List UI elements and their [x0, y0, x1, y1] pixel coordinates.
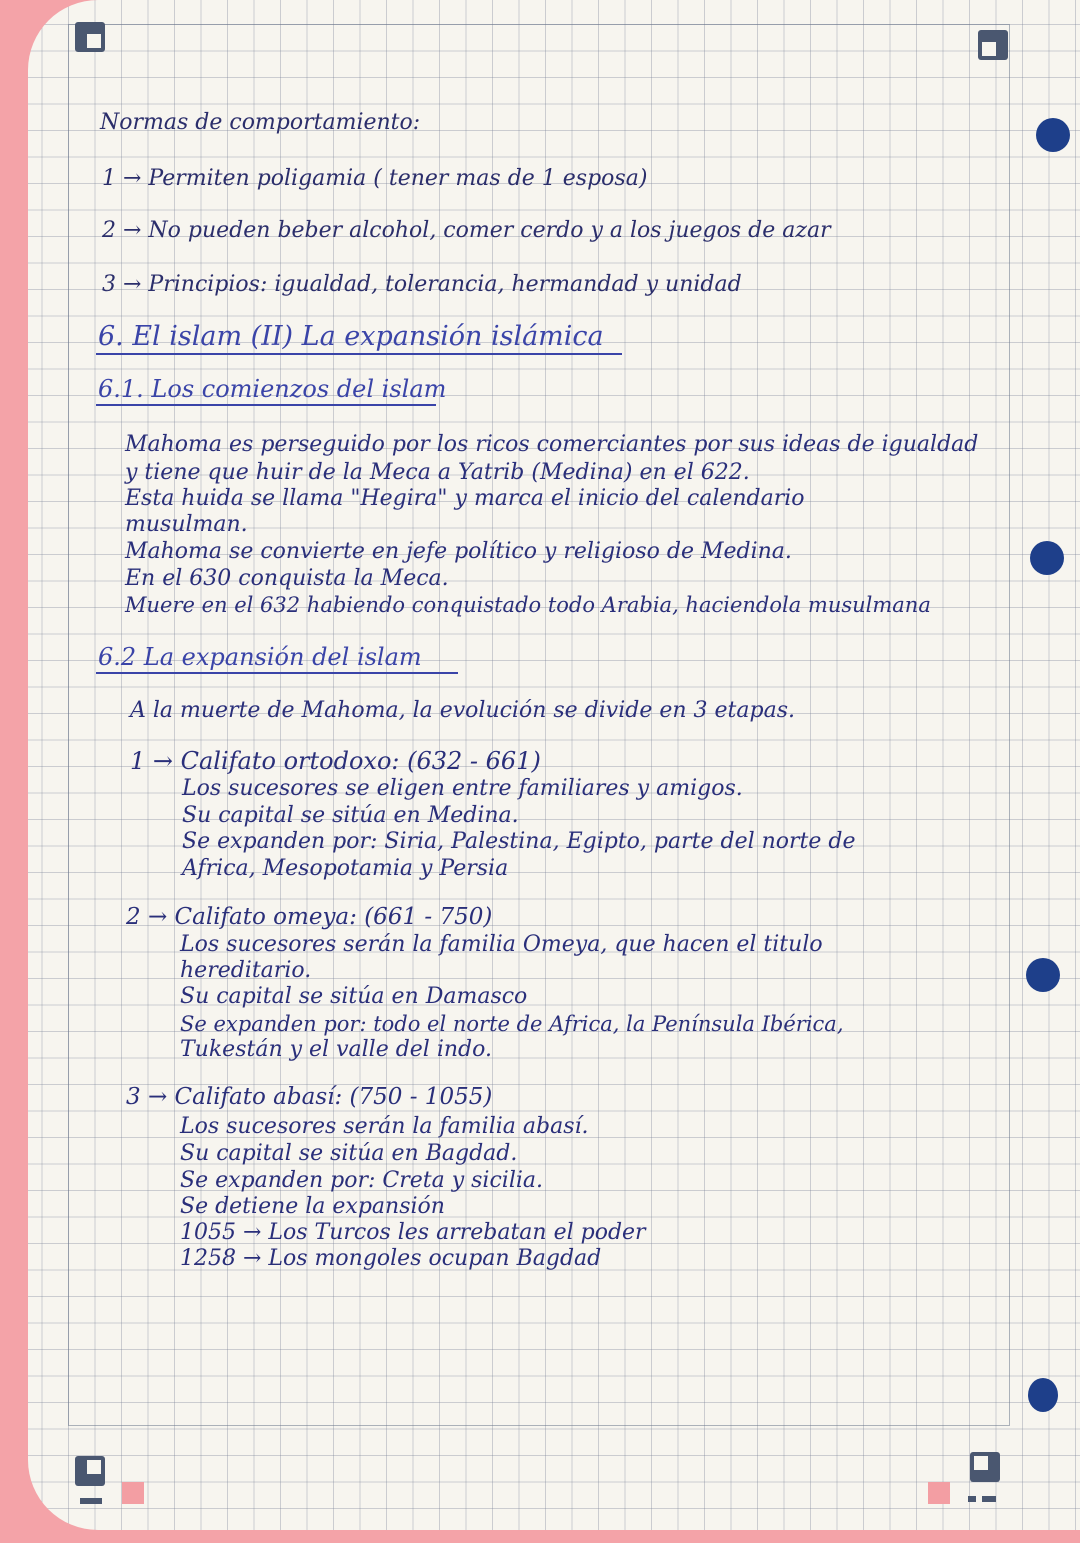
paragraph-line: y tiene que huir de la Meca a Yatrib (Medina) en el 622. [125, 460, 750, 485]
scan-mark-icon [968, 1496, 976, 1502]
paragraph-line: Esta huida se llama "Hegira" y marca el inicio del calendario [125, 486, 805, 511]
paragraph-line: musulman. [125, 512, 248, 537]
subsection-heading: 6.1. Los comienzos del islam [98, 375, 447, 403]
norms-title: Normas de comportamiento: [100, 110, 421, 135]
pink-square-mark [928, 1482, 950, 1504]
stage-title: 2 → Califato omeya: (661 - 750) [126, 904, 493, 930]
corner-marker-top-right-icon [978, 30, 1008, 60]
stage-line: Se expanden por: Siria, Palestina, Egipto, parte del norte de [182, 829, 856, 854]
stage-line: Se detiene la expansión [180, 1194, 445, 1219]
paragraph-line: Mahoma se convierte en jefe político y religioso de Medina. [125, 539, 792, 564]
section-heading: 6. El islam (II) La expansión islámica [98, 321, 604, 352]
stage-title: 3 → Califato abasí: (750 - 1055) [126, 1084, 493, 1110]
scan-mark-icon [982, 1496, 996, 1502]
scan-mark-icon [80, 1498, 102, 1504]
paragraph-line: Muere en el 632 habiendo conquistado todo Arabia, haciendola musulmana [125, 593, 931, 617]
binder-hole [1026, 958, 1060, 992]
stage-title: 1 → Califato ortodoxo: (632 - 661) [130, 747, 541, 775]
heading-underline [96, 404, 436, 406]
stage-line: Se expanden por: todo el norte de Africa, la Península Ibérica, [180, 1012, 844, 1036]
stage-line: Los sucesores se eligen entre familiares y amigos. [182, 776, 743, 801]
stage-line: Los sucesores serán la familia abasí. [180, 1114, 589, 1139]
stage-line: hereditario. [180, 958, 312, 983]
paragraph-line: En el 630 conquista la Meca. [125, 566, 449, 591]
pink-square-mark [122, 1482, 144, 1504]
paragraph-line: A la muerte de Mahoma, la evolución se divide en 3 etapas. [130, 698, 795, 723]
stage-line: Africa, Mesopotamia y Persia [182, 856, 509, 881]
heading-underline [96, 672, 458, 674]
stage-line: 1258 → Los mongoles ocupan Bagdad [180, 1246, 602, 1271]
norm-item: 3 → Principios: igualdad, tolerancia, hermandad y unidad [102, 272, 742, 297]
corner-marker-bottom-left-icon [75, 1456, 105, 1486]
stage-line: Se expanden por: Creta y sicilia. [180, 1168, 543, 1193]
binder-hole [1028, 1378, 1058, 1412]
subsection-heading: 6.2 La expansión del islam [98, 643, 422, 671]
stage-line: Los sucesores serán la familia Omeya, que hacen el titulo [180, 932, 823, 957]
binder-hole [1036, 118, 1070, 152]
corner-marker-bottom-right-icon [970, 1452, 1000, 1482]
stage-line: Tukestán y el valle del indo. [180, 1037, 492, 1062]
stage-line: Su capital se sitúa en Medina. [182, 803, 519, 828]
stage-line: 1055 → Los Turcos les arrebatan el poder [180, 1220, 646, 1245]
norm-item: 2 → No pueden beber alcohol, comer cerdo y a los juegos de azar [102, 218, 831, 243]
heading-underline [96, 353, 622, 355]
corner-marker-top-left-icon [75, 22, 105, 52]
paragraph-line: Mahoma es perseguido por los ricos comerciantes por sus ideas de igualdad [125, 432, 979, 457]
norm-item: 1 → Permiten poligamia ( tener mas de 1 esposa) [102, 166, 648, 191]
binder-hole [1030, 541, 1064, 575]
stage-line: Su capital se sitúa en Damasco [180, 984, 528, 1009]
stage-line: Su capital se sitúa en Bagdad. [180, 1141, 518, 1166]
